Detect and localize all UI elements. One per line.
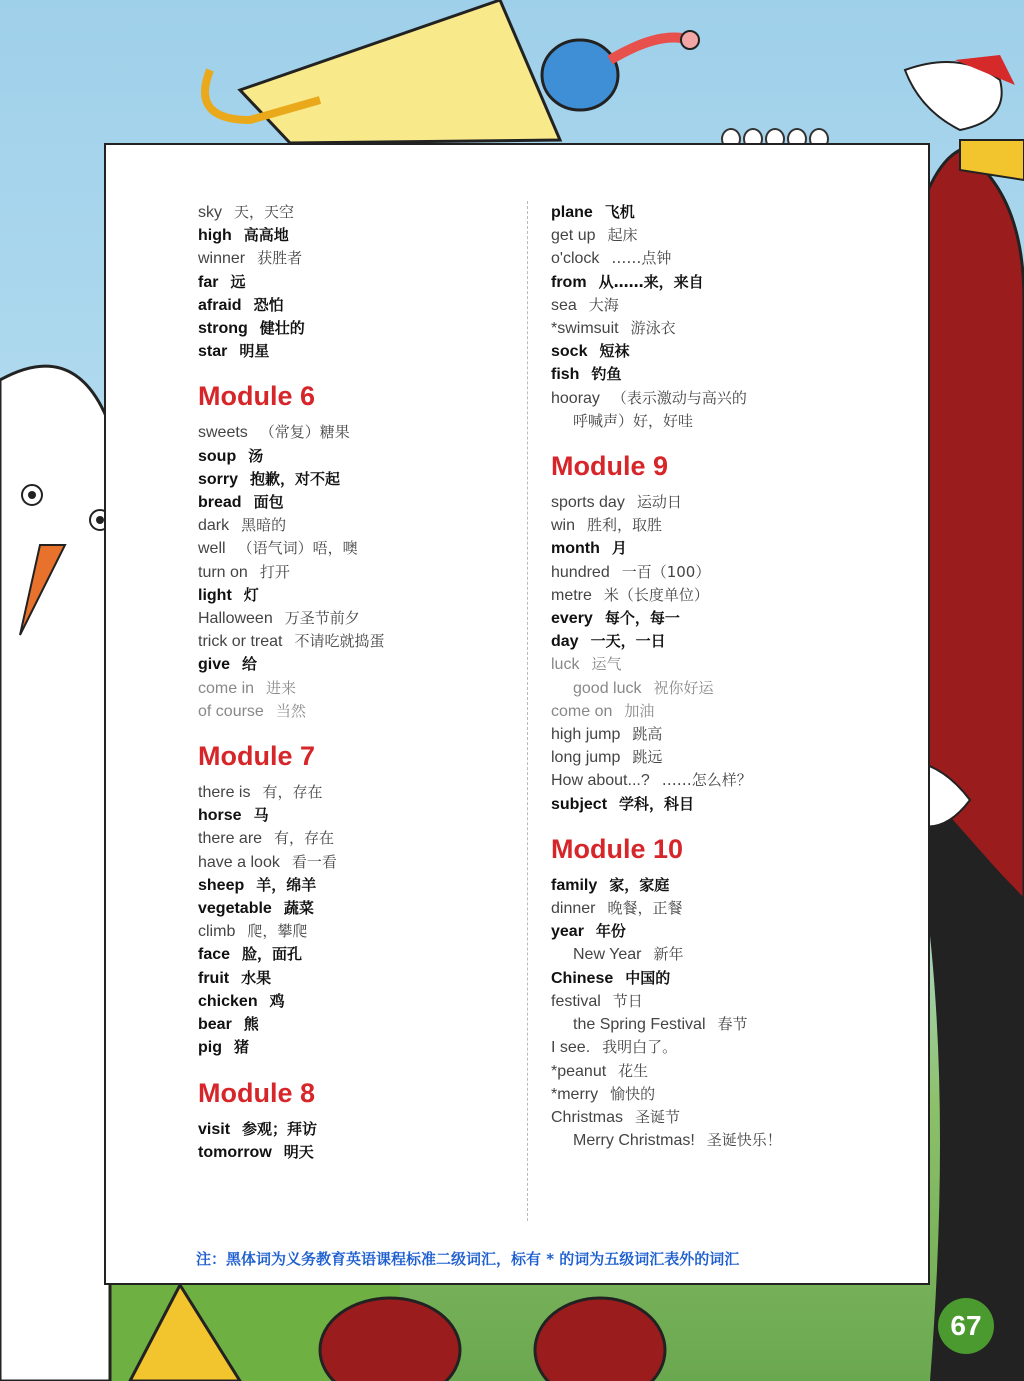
entry-meaning: 看一看 bbox=[291, 852, 337, 871]
entry-word: How about...? bbox=[551, 772, 650, 790]
entry-word: of course bbox=[198, 702, 264, 720]
entry-word: Chinese bbox=[551, 969, 614, 987]
entry-meaning: 学科，科目 bbox=[619, 794, 695, 813]
vocab-entry bbox=[198, 468, 518, 491]
entry-word: face bbox=[198, 946, 231, 964]
vocab-entry bbox=[198, 294, 518, 317]
vocab-entry bbox=[551, 653, 891, 676]
entry-word: sock bbox=[551, 343, 588, 361]
vocab-entry bbox=[198, 920, 518, 943]
entry-word: fish bbox=[551, 366, 580, 384]
entry-meaning: 胜利，取胜 bbox=[587, 516, 663, 535]
vocab-entry bbox=[198, 1013, 518, 1036]
vocab-entry bbox=[551, 317, 891, 340]
entry-meaning: （表示激动与高兴的 bbox=[611, 388, 747, 407]
entry-word: light bbox=[198, 586, 232, 604]
blue-blob-creature bbox=[542, 40, 618, 110]
entry-meaning: 新年 bbox=[653, 945, 684, 964]
entry-meaning: 水果 bbox=[241, 968, 272, 987]
entry-meaning: 短袜 bbox=[599, 342, 630, 361]
right-column bbox=[551, 201, 891, 1152]
entry-word: family bbox=[551, 876, 598, 894]
entry-word: metre bbox=[551, 586, 592, 604]
entry-word: *peanut bbox=[551, 1062, 607, 1080]
entry-meaning: 大海 bbox=[588, 295, 619, 314]
vocab-entry bbox=[198, 445, 518, 468]
vocab-entry bbox=[551, 769, 891, 792]
vocab-entry bbox=[551, 920, 891, 943]
entry-meaning: 运动日 bbox=[636, 493, 682, 512]
entry-word: strong bbox=[198, 320, 248, 338]
entry-word: o'clock bbox=[551, 250, 600, 268]
vocab-entry bbox=[551, 990, 891, 1013]
entry-word: festival bbox=[551, 992, 601, 1010]
vocab-entry bbox=[551, 584, 891, 607]
entry-meaning: 每个，每一 bbox=[604, 609, 680, 628]
entry-meaning: 愉快的 bbox=[610, 1084, 656, 1103]
module-heading: Module 7 bbox=[198, 741, 316, 772]
entry-meaning: 恐怕 bbox=[253, 295, 284, 314]
page-number-badge: 67 bbox=[938, 1298, 994, 1354]
entry-word: from bbox=[551, 273, 587, 291]
entry-word: afraid bbox=[198, 296, 242, 314]
entry-meaning: 年份 bbox=[595, 922, 626, 941]
entry-meaning: 当然 bbox=[275, 701, 306, 720]
entry-word: the Spring Festival bbox=[573, 1016, 706, 1034]
vocab-entry bbox=[551, 607, 891, 630]
entry-meaning: 猪 bbox=[234, 1038, 250, 1057]
entry-meaning: 脸，面孔 bbox=[242, 945, 303, 964]
entry-word: month bbox=[551, 540, 600, 558]
entry-meaning: （常复）糖果 bbox=[259, 423, 350, 442]
vocab-entry bbox=[551, 340, 891, 363]
vocab-entry bbox=[551, 363, 891, 386]
entry-word: give bbox=[198, 656, 231, 674]
entry-meaning: 明天 bbox=[283, 1142, 314, 1161]
vocab-entry bbox=[198, 491, 518, 514]
entry-meaning: 一百（100） bbox=[621, 562, 711, 581]
module-heading: Module 6 bbox=[198, 381, 316, 412]
blob-hat-tail bbox=[610, 38, 690, 61]
entry-meaning: 健壮的 bbox=[259, 319, 305, 338]
entry-meaning: 春节 bbox=[717, 1015, 748, 1034]
entry-word: there is bbox=[198, 784, 251, 802]
vocab-entry bbox=[551, 897, 891, 920]
vocab-entry bbox=[551, 1060, 891, 1083]
vocab-entry bbox=[198, 630, 518, 653]
entry-meaning: 抱歉，对不起 bbox=[250, 469, 341, 488]
module-heading: Module 8 bbox=[198, 1077, 316, 1108]
entry-word: every bbox=[551, 610, 593, 628]
entry-meaning: 给 bbox=[242, 655, 258, 674]
entry-word: there are bbox=[198, 830, 263, 848]
vocab-entry bbox=[551, 943, 891, 966]
vocab-entry bbox=[551, 201, 891, 224]
entry-meaning: 圣诞快乐！ bbox=[706, 1131, 782, 1150]
entry-word: chicken bbox=[198, 992, 258, 1010]
entry-meaning: 晚餐，正餐 bbox=[607, 899, 683, 918]
entry-word: dinner bbox=[551, 900, 596, 918]
vocab-entry bbox=[551, 793, 891, 816]
vocab-entry bbox=[551, 723, 891, 746]
entry-meaning: 有，存在 bbox=[262, 783, 323, 802]
entry-word: far bbox=[198, 273, 219, 291]
entry-word: pig bbox=[198, 1039, 222, 1057]
entry-word: sorry bbox=[198, 470, 239, 488]
entry-word: day bbox=[551, 633, 579, 651]
entry-meaning: 月 bbox=[611, 539, 627, 558]
entry-word: sea bbox=[551, 296, 577, 314]
vocab-entry bbox=[198, 851, 518, 874]
entry-word: have a look bbox=[198, 853, 280, 871]
entry-word: visit bbox=[198, 1120, 231, 1138]
entry-meaning: 游泳衣 bbox=[630, 319, 676, 338]
entry-meaning: 祝你好运 bbox=[653, 678, 714, 697]
note-card bbox=[240, 0, 560, 143]
vocab-entry bbox=[551, 224, 891, 247]
entry-meaning: 万圣节前夕 bbox=[284, 609, 360, 628]
entry-meaning: 羊，绵羊 bbox=[256, 875, 317, 894]
vocab-entry bbox=[198, 1141, 518, 1164]
vocab-entry bbox=[551, 967, 891, 990]
entry-word: bear bbox=[198, 1016, 232, 1034]
vocab-entry bbox=[198, 827, 518, 850]
column-divider bbox=[527, 201, 528, 1221]
entry-word: hundred bbox=[551, 563, 610, 581]
entry-word: hooray bbox=[551, 389, 600, 407]
entry-meaning: 汤 bbox=[248, 446, 264, 465]
vocab-entry bbox=[198, 584, 518, 607]
entry-meaning: 运气 bbox=[591, 655, 622, 674]
entry-word: sports day bbox=[551, 494, 625, 512]
entry-meaning: 我明白了。 bbox=[602, 1038, 678, 1057]
entry-word: subject bbox=[551, 795, 608, 813]
vocab-entry bbox=[551, 271, 891, 294]
vocab-entry bbox=[551, 491, 891, 514]
vocab-entry bbox=[198, 561, 518, 584]
vocab-entry bbox=[198, 1118, 518, 1141]
entry-word: sheep bbox=[198, 876, 245, 894]
entry-word: dark bbox=[198, 517, 230, 535]
vocab-entry bbox=[198, 990, 518, 1013]
entry-meaning: 钓鱼 bbox=[591, 365, 622, 384]
entry-word: plane bbox=[551, 204, 593, 221]
entry-meaning: 熊 bbox=[243, 1015, 259, 1034]
entry-meaning: 天，天空 bbox=[234, 203, 295, 221]
entry-word: sweets bbox=[198, 424, 248, 442]
entry-word: tomorrow bbox=[198, 1143, 272, 1161]
vocab-entry bbox=[198, 874, 518, 897]
entry-word: trick or treat bbox=[198, 633, 283, 651]
vocab-entry bbox=[198, 700, 518, 723]
vocab-entry bbox=[198, 653, 518, 676]
entry-word: fruit bbox=[198, 969, 230, 987]
vocab-entry bbox=[551, 387, 891, 410]
entry-word: horse bbox=[198, 807, 242, 825]
vocab-entry bbox=[551, 1129, 891, 1152]
vocab-entry bbox=[198, 247, 518, 270]
left-column bbox=[198, 201, 518, 1164]
vocab-entry bbox=[551, 874, 891, 897]
vocab-entry bbox=[198, 537, 518, 560]
vocab-entry bbox=[198, 421, 518, 444]
entry-word: winner bbox=[198, 250, 246, 268]
entry-meaning: 米（长度单位） bbox=[603, 585, 709, 604]
vocab-entry bbox=[551, 1083, 891, 1106]
vocab-entry bbox=[551, 247, 891, 270]
entry-word: come in bbox=[198, 679, 255, 697]
entry-meaning: ……点钟 bbox=[611, 249, 672, 268]
entry-word: long jump bbox=[551, 749, 621, 767]
vocab-entry bbox=[198, 514, 518, 537]
vocab-entry bbox=[198, 201, 518, 224]
vocab-entry bbox=[551, 677, 891, 700]
entry-word: star bbox=[198, 343, 228, 361]
vocab-entry bbox=[551, 514, 891, 537]
entry-meaning: 呼喊声）好，好哇 bbox=[573, 411, 694, 430]
entry-meaning: ……怎么样？ bbox=[661, 771, 752, 790]
entry-meaning: 进来 bbox=[266, 678, 297, 697]
vocab-entry bbox=[551, 746, 891, 769]
vocabulary-sheet bbox=[104, 143, 930, 1285]
vocab-entry bbox=[198, 340, 518, 363]
entry-meaning: 蔬菜 bbox=[283, 899, 314, 918]
entry-meaning: 灯 bbox=[243, 585, 259, 604]
entry-word: I see. bbox=[551, 1039, 591, 1057]
entry-meaning: 加油 bbox=[624, 701, 655, 720]
vocab-entry bbox=[198, 224, 518, 247]
entry-word: Christmas bbox=[551, 1108, 624, 1126]
entry-word: year bbox=[551, 923, 584, 941]
entry-meaning: 爬，攀爬 bbox=[247, 922, 308, 941]
vocab-entry bbox=[551, 1106, 891, 1129]
vocab-entry bbox=[551, 700, 891, 723]
module-heading: Module 9 bbox=[551, 451, 669, 482]
vocab-entry bbox=[198, 781, 518, 804]
entry-meaning: 有，存在 bbox=[274, 829, 335, 848]
entry-meaning: 鸡 bbox=[269, 991, 285, 1010]
vocab-entry bbox=[198, 1036, 518, 1059]
entry-word: high jump bbox=[551, 726, 621, 744]
vocab-entry bbox=[551, 561, 891, 584]
entry-word: come on bbox=[551, 702, 613, 720]
entry-word: Merry Christmas! bbox=[573, 1132, 695, 1150]
vocab-entry bbox=[198, 317, 518, 340]
entry-word: luck bbox=[551, 656, 580, 674]
entry-word: turn on bbox=[198, 563, 248, 581]
entry-word: good luck bbox=[573, 679, 642, 697]
entry-meaning: 起床 bbox=[607, 226, 638, 245]
vocab-entry bbox=[551, 1036, 891, 1059]
entry-meaning: 家，家庭 bbox=[609, 875, 670, 894]
entry-word: well bbox=[198, 540, 226, 558]
entry-word: climb bbox=[198, 923, 236, 941]
entry-word: vegetable bbox=[198, 900, 272, 918]
entry-meaning: 节日 bbox=[612, 991, 643, 1010]
entry-word: Halloween bbox=[198, 610, 273, 628]
entry-word: sky bbox=[198, 204, 222, 221]
entry-meaning: 跳远 bbox=[632, 748, 663, 767]
entry-meaning: （语气词）唔，噢 bbox=[237, 539, 358, 558]
entry-meaning: 马 bbox=[253, 806, 269, 825]
entry-word: get up bbox=[551, 227, 596, 245]
entry-meaning: 获胜者 bbox=[257, 249, 303, 268]
vocab-entry bbox=[198, 967, 518, 990]
vocab-entry bbox=[551, 1013, 891, 1036]
entry-meaning: 明星 bbox=[239, 342, 270, 361]
entry-word: soup bbox=[198, 447, 237, 465]
vocab-entry bbox=[551, 294, 891, 317]
entry-word: high bbox=[198, 227, 232, 245]
entry-meaning: 从……来，来自 bbox=[598, 272, 704, 291]
entry-word: bread bbox=[198, 494, 242, 512]
entry-meaning: 面包 bbox=[253, 493, 284, 512]
entry-meaning: 不请吃就捣蛋 bbox=[294, 632, 385, 651]
entry-word: New Year bbox=[573, 946, 642, 964]
entry-continuation bbox=[551, 410, 891, 433]
entry-meaning: 黑暗的 bbox=[241, 516, 287, 535]
vocab-entry bbox=[198, 804, 518, 827]
vocab-entry bbox=[551, 537, 891, 560]
entry-meaning: 飞机 bbox=[604, 203, 635, 221]
vocab-entry bbox=[551, 630, 891, 653]
vocab-entry bbox=[198, 677, 518, 700]
module-heading: Module 10 bbox=[551, 833, 684, 864]
entry-meaning: 参观；拜访 bbox=[242, 1119, 318, 1138]
vocab-entry bbox=[198, 271, 518, 294]
entry-word: *swimsuit bbox=[551, 320, 619, 338]
red-shoe-right bbox=[535, 1298, 665, 1381]
vocab-entry bbox=[198, 607, 518, 630]
entry-meaning: 中国的 bbox=[625, 968, 671, 987]
entry-meaning: 花生 bbox=[618, 1061, 649, 1080]
entry-meaning: 圣诞节 bbox=[635, 1107, 681, 1126]
entry-meaning: 打开 bbox=[259, 562, 290, 581]
entry-meaning: 跳高 bbox=[632, 725, 663, 744]
entry-word: win bbox=[551, 517, 576, 535]
vocab-entry bbox=[198, 897, 518, 920]
entry-meaning: 一天，一日 bbox=[590, 632, 666, 651]
entry-word: *merry bbox=[551, 1085, 599, 1103]
entry-meaning: 高高地 bbox=[243, 226, 289, 245]
vocab-entry bbox=[198, 943, 518, 966]
entry-meaning: 远 bbox=[230, 272, 246, 291]
footnote: 注：黑体词为义务教育英语课程标准二级词汇，标有 * 的词为五级词汇表外的词汇 bbox=[196, 1250, 740, 1268]
